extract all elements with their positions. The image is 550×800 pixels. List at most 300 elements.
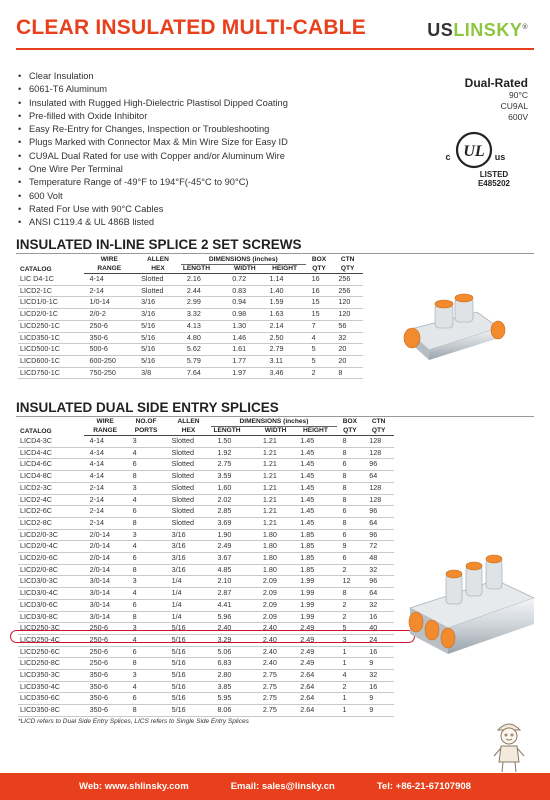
table-cell: 64 bbox=[363, 471, 394, 483]
table-cell: 5/16 bbox=[166, 670, 212, 682]
table-cell: 2.09 bbox=[257, 611, 294, 623]
table-cell: 2-14 bbox=[84, 494, 127, 506]
col-ctn-qty: QTY bbox=[332, 265, 363, 274]
table-cell: 2.40 bbox=[257, 623, 294, 635]
table-cell: 6 bbox=[337, 506, 364, 518]
table-cell: Slotted bbox=[166, 447, 212, 459]
table-cell: 32 bbox=[332, 332, 363, 344]
col-box-qty: QTY bbox=[306, 265, 333, 274]
table-cell: 2-14 bbox=[84, 517, 127, 529]
table-cell: 3/16 bbox=[166, 529, 212, 541]
table-cell: 2-14 bbox=[84, 482, 127, 494]
table-cell: 48 bbox=[363, 553, 394, 565]
table-cell: 4.13 bbox=[181, 320, 226, 332]
table-cell: 2/0-2 bbox=[84, 309, 136, 321]
table-cell: 2.09 bbox=[257, 588, 294, 600]
ul-us-mark: us bbox=[494, 152, 506, 162]
table-cell: 3/0-14 bbox=[84, 599, 127, 611]
table-cell: 2.40 bbox=[211, 623, 256, 635]
table-cell: 3.69 bbox=[211, 517, 256, 529]
table-cell: 8 bbox=[127, 564, 166, 576]
table-cell: 6 bbox=[337, 459, 364, 471]
table-cell: 2.02 bbox=[211, 494, 256, 506]
table-cell: 4-14 bbox=[84, 436, 127, 448]
table-cell: 5/16 bbox=[135, 332, 181, 344]
table-cell: 3.67 bbox=[211, 553, 256, 565]
table-cell: 1.90 bbox=[211, 529, 256, 541]
table-cell: 9 bbox=[363, 693, 394, 705]
table-cell: 16 bbox=[306, 274, 333, 286]
table-cell: 8 bbox=[127, 705, 166, 717]
table-cell: 128 bbox=[363, 482, 394, 494]
table-cell: 2.80 bbox=[211, 670, 256, 682]
table-cell: 2.49 bbox=[211, 541, 256, 553]
table-cell: 1.45 bbox=[294, 471, 336, 483]
table-cell: 2 bbox=[337, 564, 364, 576]
table-cell: 250-6 bbox=[84, 646, 127, 658]
table-cell: 1.80 bbox=[257, 553, 294, 565]
table-cell: 8 bbox=[337, 517, 364, 529]
col-ctn: CTN bbox=[371, 418, 386, 426]
table-cell: 1.21 bbox=[257, 471, 294, 483]
table-cell: 3.11 bbox=[264, 355, 306, 367]
table-cell: 1.14 bbox=[264, 274, 306, 286]
table-cell: 6 bbox=[127, 506, 166, 518]
table-cell: LICD350-1C bbox=[18, 332, 84, 344]
table-cell: 4-14 bbox=[84, 471, 127, 483]
table-cell: 1.45 bbox=[294, 459, 336, 471]
table-cell: 4.41 bbox=[211, 599, 256, 611]
table-cell: 96 bbox=[363, 459, 394, 471]
title-underline bbox=[16, 48, 534, 50]
table-cell: 8 bbox=[337, 494, 364, 506]
table-cell: 1.21 bbox=[257, 506, 294, 518]
section-title-inline-splice: INSULATED IN-LINE SPLICE 2 SET SCREWS bbox=[16, 237, 302, 252]
feature-item: • CU9AL Dual Rated for use with Copper and/or Aluminum Wire bbox=[18, 150, 288, 163]
table-cell: 256 bbox=[332, 274, 363, 286]
table-cell: 12 bbox=[337, 576, 364, 588]
table-cell: 0.94 bbox=[226, 297, 263, 309]
table-cell: LICD350-3C bbox=[18, 670, 84, 682]
table-cell: 6 bbox=[337, 529, 364, 541]
feature-item: • ANSI C119.4 & UL 486B listed bbox=[18, 216, 288, 229]
table-cell: 2.50 bbox=[264, 332, 306, 344]
table-row bbox=[18, 482, 394, 494]
table-cell: LICD3/0-3C bbox=[18, 576, 84, 588]
table-cell: 750-250 bbox=[84, 367, 136, 379]
table-cell: 1.46 bbox=[226, 332, 263, 344]
col-range: RANGE bbox=[84, 265, 136, 274]
table-cell: 5/16 bbox=[166, 634, 212, 646]
table-row bbox=[18, 599, 394, 611]
table-cell: 3.59 bbox=[211, 471, 256, 483]
logo-linsky: LINSKY bbox=[453, 20, 523, 40]
table-cell: 3/16 bbox=[166, 564, 212, 576]
table-cell: 4.85 bbox=[211, 564, 256, 576]
table-cell: LICD350-8C bbox=[18, 705, 84, 717]
feature-item: • Clear Insulation bbox=[18, 70, 288, 83]
table-cell: LICD500-1C bbox=[18, 344, 84, 356]
table-cell: LICD2/0-6C bbox=[18, 553, 84, 565]
table-row bbox=[18, 705, 394, 717]
table-cell: 350-6 bbox=[84, 332, 136, 344]
table-cell: 1.21 bbox=[257, 436, 294, 448]
table-cell: 1.85 bbox=[294, 553, 336, 565]
table-cell: 1.21 bbox=[257, 517, 294, 529]
table-cell: 96 bbox=[363, 576, 394, 588]
table-cell: 1.21 bbox=[257, 494, 294, 506]
table-cell: 16 bbox=[363, 681, 394, 693]
table-cell: 1.97 bbox=[226, 367, 263, 379]
table-cell: 8 bbox=[337, 482, 364, 494]
contact-footer bbox=[0, 773, 550, 800]
table-cell: LICD600-1C bbox=[18, 355, 84, 367]
col-catalog: CATALOG bbox=[20, 427, 52, 435]
table-cell: 5/16 bbox=[166, 646, 212, 658]
table-cell: 2.16 bbox=[181, 274, 226, 286]
col-hex: HEX bbox=[166, 427, 212, 436]
table-cell: 16 bbox=[306, 285, 333, 297]
table-cell: 64 bbox=[363, 588, 394, 600]
feature-list bbox=[18, 70, 288, 230]
table-cell: LICD250-1C bbox=[18, 320, 84, 332]
table-cell: 128 bbox=[363, 494, 394, 506]
table-cell: LICD3/0-8C bbox=[18, 611, 84, 623]
table-row bbox=[18, 693, 394, 705]
table-cell: 1.99 bbox=[294, 588, 336, 600]
table-row bbox=[18, 436, 394, 448]
table-cell: LICD1/0-1C bbox=[18, 297, 84, 309]
table-cell: 16 bbox=[363, 611, 394, 623]
inline-splice-table bbox=[18, 256, 363, 379]
table-cell: 20 bbox=[332, 355, 363, 367]
col-dimensions: DIMENSIONS (inches) bbox=[211, 418, 336, 427]
table-cell: 5.62 bbox=[181, 344, 226, 356]
rating-line: 90°C bbox=[509, 90, 528, 100]
table-row bbox=[18, 517, 394, 529]
table-cell: LICD350-6C bbox=[18, 693, 84, 705]
feature-item: • 600 Volt bbox=[18, 190, 288, 203]
table-cell: 5.95 bbox=[211, 693, 256, 705]
table-cell: 5/16 bbox=[135, 320, 181, 332]
table-cell: 2.49 bbox=[294, 658, 336, 670]
col-width: WIDTH bbox=[257, 427, 294, 436]
inline-splice-table-body bbox=[18, 274, 363, 379]
table-cell: 1.77 bbox=[226, 355, 263, 367]
table-cell: 1.80 bbox=[257, 529, 294, 541]
table-cell: 15 bbox=[306, 297, 333, 309]
table-cell: 1.45 bbox=[294, 494, 336, 506]
col-ctn: CTN bbox=[340, 256, 355, 264]
table-cell: 24 bbox=[363, 634, 394, 646]
ul-text: UL bbox=[463, 143, 485, 160]
table-cell: Slotted bbox=[166, 436, 212, 448]
table-cell: 2.99 bbox=[181, 297, 226, 309]
table-cell: 5/16 bbox=[166, 705, 212, 717]
feature-item: • 6061-T6 Aluminum bbox=[18, 83, 288, 96]
table-row bbox=[18, 506, 394, 518]
table-cell: 1 bbox=[337, 646, 364, 658]
table-cell: LICD250-3C bbox=[18, 623, 84, 635]
table-cell: 4 bbox=[306, 332, 333, 344]
table-cell: LICD4-6C bbox=[18, 459, 84, 471]
table-row bbox=[18, 332, 363, 344]
table-cell: LICD2-3C bbox=[18, 482, 84, 494]
table-cell: 120 bbox=[332, 309, 363, 321]
table-cell: 4 bbox=[337, 670, 364, 682]
table-row bbox=[18, 576, 394, 588]
table-cell: 4 bbox=[127, 541, 166, 553]
table-cell: 4 bbox=[127, 494, 166, 506]
table-cell: 250-6 bbox=[84, 634, 127, 646]
table-cell: 3 bbox=[127, 529, 166, 541]
table-cell: 128 bbox=[363, 447, 394, 459]
inline-splice-product-image bbox=[385, 268, 515, 372]
feature-item: • Plugs Marked with Connector Max & Min Wire Size for Easy ID bbox=[18, 136, 288, 149]
table-cell: 1.21 bbox=[257, 459, 294, 471]
table-cell: 1.21 bbox=[257, 447, 294, 459]
table-cell: 2.75 bbox=[257, 670, 294, 682]
table-cell: LICD2/0-3C bbox=[18, 529, 84, 541]
table-cell: 9 bbox=[363, 705, 394, 717]
table-cell: 3/16 bbox=[135, 297, 181, 309]
table-cell: 64 bbox=[363, 517, 394, 529]
table-cell: LICD3/0-4C bbox=[18, 588, 84, 600]
table-row bbox=[18, 553, 394, 565]
table-cell: 8 bbox=[127, 611, 166, 623]
table-cell: 250-6 bbox=[84, 320, 136, 332]
table-cell: LICD2-4C bbox=[18, 494, 84, 506]
table-cell: 4-14 bbox=[84, 459, 127, 471]
table-cell: 1.30 bbox=[226, 320, 263, 332]
table-cell: 350-6 bbox=[84, 681, 127, 693]
table-cell: 3/8 bbox=[135, 367, 181, 379]
table-cell: 1.21 bbox=[257, 482, 294, 494]
table-cell: 3 bbox=[127, 670, 166, 682]
col-allen: ALLEN bbox=[146, 256, 169, 264]
table-cell: 4-14 bbox=[84, 447, 127, 459]
table-cell: 96 bbox=[363, 506, 394, 518]
footer-web[interactable]: Web: www.shlinsky.com bbox=[79, 781, 189, 792]
feature-item: • Rated For Use with 90°C Cables bbox=[18, 203, 288, 216]
col-wire: WIRE bbox=[96, 418, 114, 426]
table-cell: 6 bbox=[127, 553, 166, 565]
dual-side-splice-table-body bbox=[18, 436, 394, 717]
table-row bbox=[18, 658, 394, 670]
table-cell: 16 bbox=[363, 646, 394, 658]
section-title-dual-side: INSULATED DUAL SIDE ENTRY SPLICES bbox=[16, 400, 279, 415]
table-cell: 1.45 bbox=[294, 506, 336, 518]
table-cell: 3 bbox=[127, 623, 166, 635]
page-title: CLEAR INSULATED MULTI-CABLE bbox=[16, 16, 366, 39]
table-cell: 3.32 bbox=[181, 309, 226, 321]
col-allen: ALLEN bbox=[177, 418, 200, 426]
table-cell: 6 bbox=[127, 459, 166, 471]
table-row bbox=[18, 367, 363, 379]
table-cell: 350-6 bbox=[84, 670, 127, 682]
table-cell: 5 bbox=[306, 355, 333, 367]
table-cell: 0.98 bbox=[226, 309, 263, 321]
table-cell: 1.99 bbox=[294, 611, 336, 623]
table-cell: 5.06 bbox=[211, 646, 256, 658]
table-cell: 1.45 bbox=[294, 517, 336, 529]
table-cell: 6 bbox=[127, 599, 166, 611]
ul-c-mark: c bbox=[445, 152, 451, 162]
table-cell: 1.60 bbox=[211, 482, 256, 494]
table-cell: 600-250 bbox=[84, 355, 136, 367]
table-cell: LIC D4-1C bbox=[18, 274, 84, 286]
table-row bbox=[18, 297, 363, 309]
table-cell: 2-14 bbox=[84, 285, 136, 297]
table-cell: LICD4-4C bbox=[18, 447, 84, 459]
table-cell: 1.85 bbox=[294, 529, 336, 541]
table-cell: 2/0-14 bbox=[84, 553, 127, 565]
table-cell: Slotted bbox=[166, 494, 212, 506]
table-cell: 6 bbox=[127, 646, 166, 658]
table-cell: 9 bbox=[337, 541, 364, 553]
table-cell: 15 bbox=[306, 309, 333, 321]
table-cell: 1.40 bbox=[264, 285, 306, 297]
table-cell: 5 bbox=[337, 623, 364, 635]
dual-side-splice-product-image bbox=[400, 546, 540, 666]
feature-item: • One Wire Per Terminal bbox=[18, 163, 288, 176]
table-cell: 96 bbox=[363, 529, 394, 541]
table-cell: Slotted bbox=[135, 274, 181, 286]
table-cell: 2-14 bbox=[84, 506, 127, 518]
table-cell: 8 bbox=[127, 658, 166, 670]
feature-item: • Temperature Range of -49°F to 194°F(-45°C to 90°C) bbox=[18, 176, 288, 189]
table-row bbox=[18, 541, 394, 553]
table-cell: 5 bbox=[306, 344, 333, 356]
table-cell: 1/4 bbox=[166, 576, 212, 588]
table-cell: 2.75 bbox=[257, 681, 294, 693]
table-cell: 1.45 bbox=[294, 436, 336, 448]
table-cell: 3/16 bbox=[166, 541, 212, 553]
table-cell: 1/4 bbox=[166, 588, 212, 600]
table-row bbox=[18, 588, 394, 600]
table-cell: 8 bbox=[337, 447, 364, 459]
col-ctn-qty: QTY bbox=[363, 427, 394, 436]
table-cell: 6.83 bbox=[211, 658, 256, 670]
table-cell: 8 bbox=[337, 436, 364, 448]
table-cell: 128 bbox=[363, 436, 394, 448]
table-cell: 2.10 bbox=[211, 576, 256, 588]
table-row bbox=[18, 344, 363, 356]
table-cell: LICD2/0-4C bbox=[18, 541, 84, 553]
table-cell: 4-14 bbox=[84, 274, 136, 286]
table-cell: Slotted bbox=[166, 517, 212, 529]
table-cell: Slotted bbox=[135, 285, 181, 297]
col-length: LENGTH bbox=[211, 427, 256, 436]
table-cell: 2.49 bbox=[294, 634, 336, 646]
table-cell: LICD2/0-8C bbox=[18, 564, 84, 576]
table-row bbox=[18, 274, 363, 286]
table-cell: 2/0-14 bbox=[84, 541, 127, 553]
logo-us: US bbox=[427, 20, 454, 40]
table-cell: 8 bbox=[127, 471, 166, 483]
table-cell: 2.09 bbox=[257, 576, 294, 588]
table-cell: 1/4 bbox=[166, 599, 212, 611]
listed-label bbox=[478, 170, 510, 188]
table-cell: 5/16 bbox=[166, 681, 212, 693]
table-cell: 2.40 bbox=[257, 634, 294, 646]
table-cell: 5/16 bbox=[135, 344, 181, 356]
feature-item: • Pre-filled with Oxide Inhibitor bbox=[18, 110, 288, 123]
table-row bbox=[18, 459, 394, 471]
table-cell: 1 bbox=[337, 658, 364, 670]
table-cell: 7.64 bbox=[181, 367, 226, 379]
table-row bbox=[18, 285, 363, 297]
table-cell: 3/0-14 bbox=[84, 611, 127, 623]
table-row bbox=[18, 494, 394, 506]
table-cell: 1.63 bbox=[264, 309, 306, 321]
table-cell: LICD2/0-1C bbox=[18, 309, 84, 321]
footer-email[interactable]: Email: sales@linsky.cn bbox=[230, 781, 335, 792]
table-cell: 3 bbox=[337, 634, 364, 646]
col-ports: PORTS bbox=[127, 427, 166, 436]
table-cell: 256 bbox=[332, 285, 363, 297]
table-cell: 4 bbox=[127, 447, 166, 459]
table-cell: 1.45 bbox=[294, 447, 336, 459]
table-cell: 250-6 bbox=[84, 658, 127, 670]
table-cell: 9 bbox=[363, 658, 394, 670]
table-cell: 2/0-14 bbox=[84, 564, 127, 576]
table-cell: 3 bbox=[127, 436, 166, 448]
rating-line: CU9AL bbox=[500, 101, 528, 111]
table-cell: Slotted bbox=[166, 506, 212, 518]
dual-side-splice-table bbox=[18, 418, 394, 717]
table-cell: LICD750-1C bbox=[18, 367, 84, 379]
table-row bbox=[18, 611, 394, 623]
table-row bbox=[18, 447, 394, 459]
table-cell: 5.79 bbox=[181, 355, 226, 367]
table-cell: 2.49 bbox=[294, 646, 336, 658]
table-cell: 350-6 bbox=[84, 705, 127, 717]
col-box: BOX bbox=[342, 418, 358, 426]
table-cell: 6 bbox=[127, 693, 166, 705]
table-cell: Slotted bbox=[166, 482, 212, 494]
table-cell: 2.79 bbox=[264, 344, 306, 356]
table-row bbox=[18, 320, 363, 332]
table-cell: 1.50 bbox=[211, 436, 256, 448]
ul-file-number: E485202 bbox=[477, 179, 510, 188]
registered-mark: ® bbox=[522, 24, 528, 31]
table-cell: 3.29 bbox=[211, 634, 256, 646]
footer-tel: Tel: +86-21-67107908 bbox=[376, 781, 471, 792]
table-cell: 2.85 bbox=[211, 506, 256, 518]
table-cell: 2.75 bbox=[257, 705, 294, 717]
table-cell: 3 bbox=[127, 576, 166, 588]
table-cell: 250-6 bbox=[84, 623, 127, 635]
table-cell: 6 bbox=[337, 553, 364, 565]
table-cell: 2/0-14 bbox=[84, 529, 127, 541]
table-row bbox=[18, 355, 363, 367]
table-cell: 1/0-14 bbox=[84, 297, 136, 309]
mascot-illustration-icon bbox=[486, 716, 532, 774]
table-cell: 2.64 bbox=[294, 681, 336, 693]
table-cell: 5/16 bbox=[166, 693, 212, 705]
col-no-of: NO.OF bbox=[135, 418, 157, 426]
table-cell: 0.72 bbox=[226, 274, 263, 286]
brand-logo bbox=[427, 20, 528, 41]
table-cell: 1.80 bbox=[257, 541, 294, 553]
table-row bbox=[18, 564, 394, 576]
table-cell: 4 bbox=[127, 588, 166, 600]
table-cell: 3.46 bbox=[264, 367, 306, 379]
table-cell: 1/4 bbox=[166, 611, 212, 623]
table-cell: 1 bbox=[337, 693, 364, 705]
table-cell: 3/16 bbox=[135, 309, 181, 321]
